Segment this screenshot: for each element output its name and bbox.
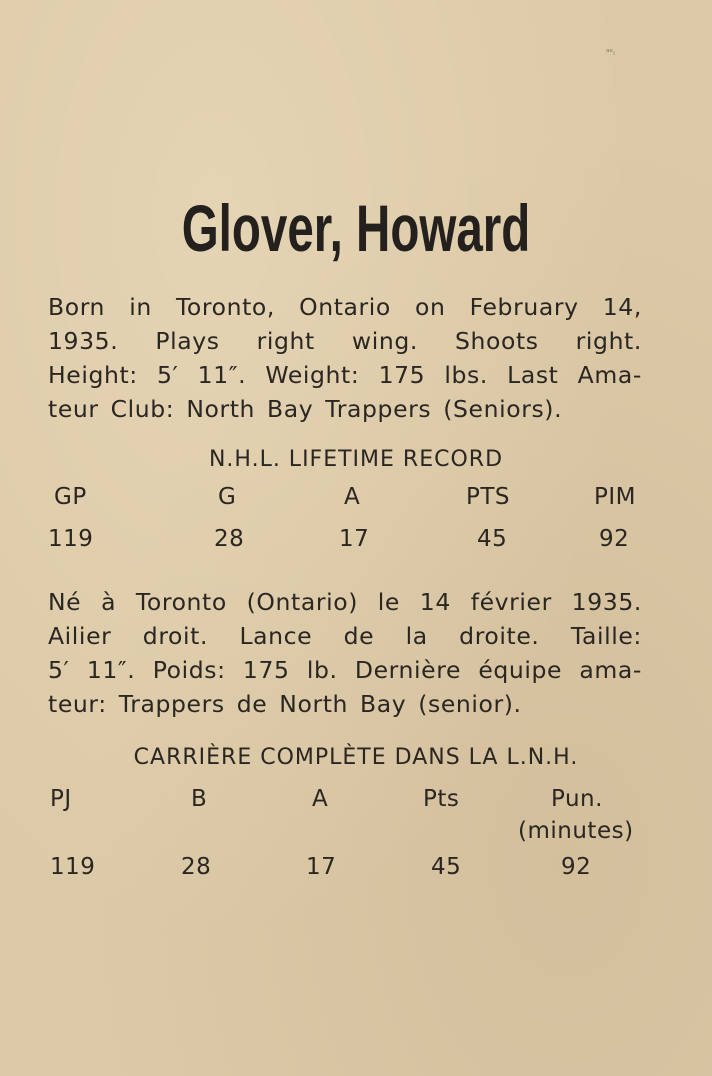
french-bio-word: Toronto [135,588,227,616]
value-pts-fr: 45 [431,854,462,880]
french-bio-line [48,585,642,619]
french-record-values [48,854,642,888]
french-bio-word: Lance [239,622,313,650]
french-bio-word: février [470,588,552,616]
value-pun: 92 [561,854,592,880]
french-bio-word: teur: [48,690,107,718]
french-bio-word: droite. [459,622,540,650]
header-pim: PIM [594,484,636,510]
french-bio-word: Bay [360,690,407,718]
french-bio-word: (Ontario) [246,588,358,616]
value-pim: 92 [599,526,630,552]
english-bio-line [48,358,642,392]
french-bio-word: ama- [579,656,642,684]
english-bio-word: Club: [110,395,175,423]
english-bio-word: in [129,293,152,321]
french-bio-line [48,653,642,687]
english-bio-word: right [256,327,315,355]
header-b: B [191,786,208,812]
english-bio-word: 1935. [48,327,119,355]
french-bio-line [48,619,642,653]
french-record-subheader [48,818,642,852]
french-bio-word: 1935. [571,588,642,616]
french-bio-word: Né [48,588,82,616]
english-bio-word: Weight: [265,361,360,389]
french-bio-word: droit. [142,622,209,650]
value-b: 28 [181,854,212,880]
value-a: 17 [339,526,370,552]
english-bio-line [48,392,642,426]
english-bio-word: 14, [602,293,642,321]
header-a: A [344,484,361,510]
french-bio-word: 14 [419,588,451,616]
player-name: Glover, Howard [181,191,531,265]
value-a-fr: 17 [306,854,337,880]
english-bio-word: North [186,395,256,423]
french-bio-word: Trappers [118,690,225,718]
english-bio-word: Bay [267,395,314,423]
english-bio-line [48,324,642,358]
english-bio-word: 5′ [156,361,179,389]
english-bio-word: (Seniors). [443,395,563,423]
french-bio-word: de [343,622,375,650]
french-bio-word: Dernière [354,656,462,684]
value-g: 28 [214,526,245,552]
english-bio-word: 11″. [197,361,247,389]
english-bio-word: Born [48,293,106,321]
english-bio-word: wing. [351,327,418,355]
french-bio-word: North [279,690,349,718]
english-bio-word: Height: [48,361,138,389]
header-pun-minutes: (minutes) [518,818,634,844]
english-record-title: N.H.L. LIFETIME RECORD [208,447,504,472]
header-pj: PJ [50,786,72,812]
french-bio-word: équipe [478,656,563,684]
header-pts: PTS [466,484,511,510]
french-bio-word: de [236,690,268,718]
english-bio-word: right. [575,327,642,355]
french-bio-word: la [405,622,428,650]
french-bio-word: lb. [306,656,338,684]
french-bio-word: 11″. [86,656,136,684]
corner-mark: ᵃᵉᵢ [606,48,615,58]
value-pts: 45 [477,526,508,552]
french-bio-word: (senior). [418,690,522,718]
english-bio-word: Ontario [299,293,391,321]
value-gp: 119 [48,526,94,552]
french-bio [48,585,642,721]
value-pj: 119 [50,854,96,880]
english-bio-word: on [415,293,446,321]
header-a-fr: A [312,786,329,812]
french-bio-line [48,687,642,721]
french-bio-word: 5′ [48,656,70,684]
french-record-headers [48,786,642,820]
english-bio-word: Shoots [454,327,539,355]
french-bio-word: Ailier [48,622,112,650]
english-bio-word: Last [507,361,559,389]
english-record-headers [48,484,642,518]
english-bio-word: February [469,293,579,321]
english-bio-word: Ama- [577,361,642,389]
french-bio-word: le [377,588,400,616]
french-record-title: CARRIÈRE COMPLÈTE DANS LA L.N.H. [133,745,579,770]
french-bio-word: Taille: [570,622,642,650]
english-bio-word: Trappers [325,395,432,423]
english-bio-word: teur [48,395,99,423]
french-bio-word: Poids: [152,656,226,684]
english-bio-line [48,290,642,324]
english-bio-word: 175 [378,361,426,389]
french-bio-word: 175 [242,656,290,684]
header-pts-fr: Pts [423,786,460,812]
english-bio-word: lbs. [444,361,488,389]
header-gp: GP [54,484,87,510]
english-bio-word: Plays [155,327,220,355]
header-pun: Pun. [551,786,603,812]
header-g: G [218,484,237,510]
english-record-values [48,526,642,560]
english-bio [48,290,642,426]
french-bio-word: à [101,588,117,616]
english-bio-word: Toronto, [175,293,275,321]
